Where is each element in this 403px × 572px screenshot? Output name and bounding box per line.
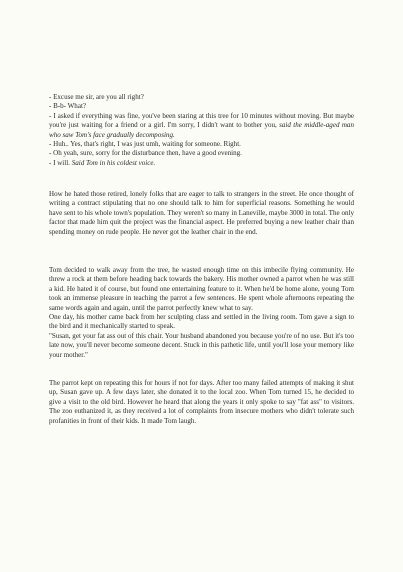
dialogue-line: - B-b- What? — [49, 102, 87, 111]
paragraph-text: "Susan, get your fat ass out of this chair. Your husband abandoned you because you're of no use. But it's too late now, you'll never become someone decent. Stuck in this pathetic life, until you'll lose your memory like your mother." — [49, 331, 354, 359]
paragraph-text: How he hated those retired, lonely folks that are eager to talk to strangers in the street. He once thought of writing a contract stipulating that no one should talk to him for superficial reasons. Something he would have sent to his whole town's population. They weren't so many in Laneville, maybe 3000 in total. The only factor that made him quit the project was the financial aspect. He preferred buying a new leather chair than spending money on rude people. He never got the leather chair in the end. — [49, 190, 354, 236]
dialogue-line: - I will. Said Tom in his coldest voice. — [49, 158, 156, 167]
paragraph-text: The parrot kept on repeating this for hours if not for days. After too many failed attempts of making it shut up, Susan gave up. A few days later, she donated it to the local zoo. When Tom turned 15, he decided to give a visit to the old bird. However he heard that along the years it only spoke to say "fat ass" to visitors. The zoo euthanized it, as they received a lot of complaints from insecure mothers who didn't tolerate such profanities in front of their kids. It made Tom laugh. — [49, 379, 354, 425]
dialogue-line: - Excuse me sir, are you all right? — [49, 93, 144, 101]
dialogue-line: - I asked if everything was fine, you've been staring at this tree for 10 minutes without moving. But maybe you're just waiting for a friend or a girl. I'm sorry, I didn't want to bother you, said the middle-aged man who saw Tom's face gradually decomposing. — [49, 111, 354, 139]
paragraph-retired-folks — [49, 190, 354, 237]
paragraph-zoo — [49, 379, 354, 426]
dialogue-line: - Oh yeah, sure, sorry for the disturbance then, have a good evening. — [49, 149, 242, 158]
paragraph-parrot-story — [49, 266, 354, 360]
paragraph-text: One day, his mother came back from her sculpting class and settled in the living room. Tom gave a sign to the bird and it mechanically started to speak. — [49, 313, 354, 331]
paragraph-text: Tom decided to walk away from the tree, he wasted enough time on this imbecile flying community. He threw a rock at them before heading back towards the bakery. His mother owned a parrot when he was still a kid. He hated it of course, but found one entertaining feature to it. When he'd be home alone, young Tom took an immense pleasure in teaching the parrot a few sentences. He spent whole afternoons repeating the same words again and again, until the parrot perfectly knew what to say. — [49, 266, 354, 312]
dialogue-line: - Huh.. Yes, that's right, I was just umh, waiting for someone. Right. — [49, 140, 241, 149]
dialogue-block — [49, 93, 354, 168]
